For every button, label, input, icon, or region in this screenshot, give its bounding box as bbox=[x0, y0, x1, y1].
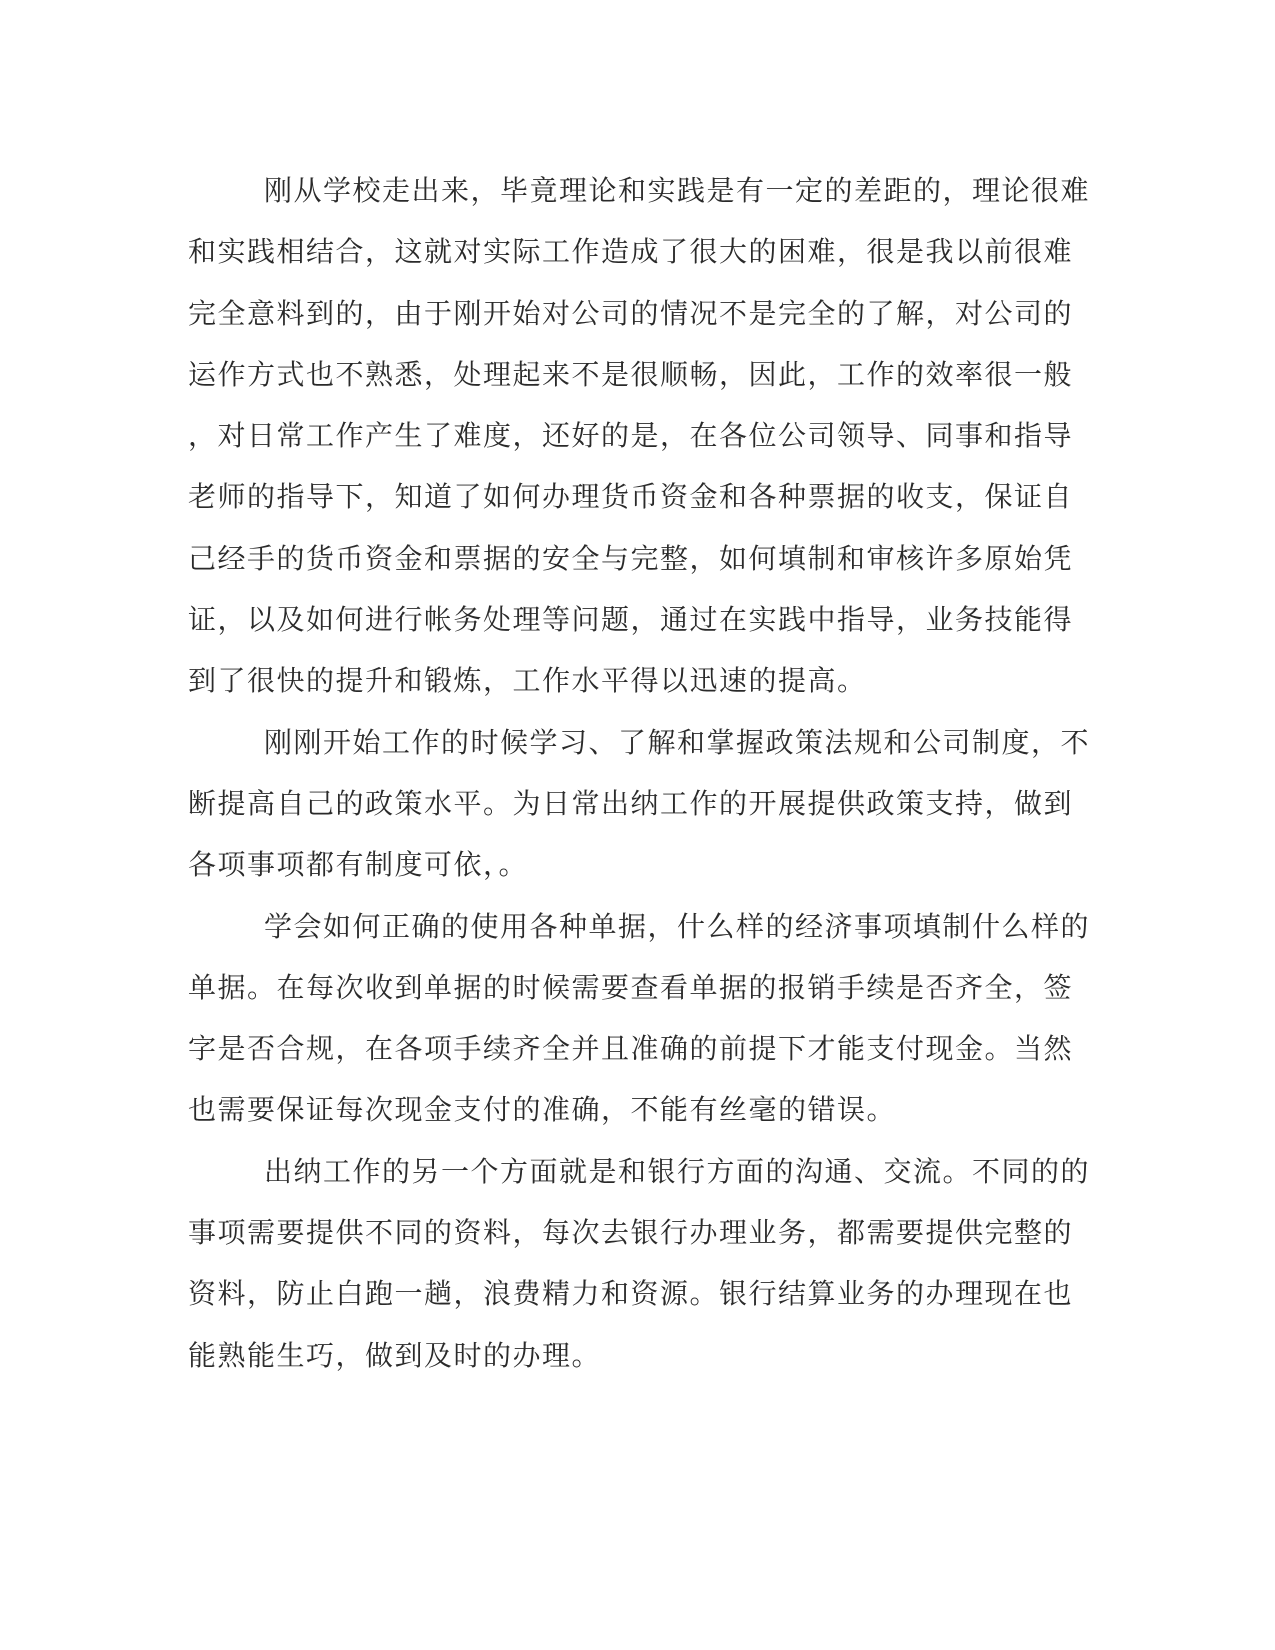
document-body bbox=[188, 160, 1091, 1386]
paragraph-line: 刚从学校走出来，毕竟理论和实践是有一定的差距的，理论很难 bbox=[264, 174, 1091, 207]
paragraph-line: 老师的指导下，知道了如何办理货币资金和各种票据的收支，保证自 bbox=[188, 480, 1074, 514]
paragraph-line: 能熟能生巧，做到及时的办理。 bbox=[188, 1338, 602, 1372]
paragraph-line: 己经手的货币资金和票据的安全与完整，如何填制和审核许多原始凭 bbox=[188, 541, 1074, 575]
paragraph-line: 事项需要提供不同的资料，每次去银行办理业务，都需要提供完整的 bbox=[188, 1216, 1074, 1250]
paragraph-line: 字是否合规，在各项手续齐全并且准确的前提下才能支付现金。当然 bbox=[188, 1032, 1074, 1066]
paragraph-1 bbox=[188, 160, 1091, 712]
paragraph-line: 完全意料到的，由于刚开始对公司的情况不是完全的了解，对公司的 bbox=[188, 296, 1074, 330]
paragraph-line: 刚刚开始工作的时候学习、了解和掌握政策法规和公司制度，不 bbox=[264, 725, 1091, 759]
paragraph-3 bbox=[188, 896, 1091, 1141]
paragraph-2 bbox=[188, 712, 1091, 896]
paragraph-line: 断提高自己的政策水平。为日常出纳工作的开展提供政策支持，做到 bbox=[188, 786, 1074, 820]
paragraph-line: ，对日常工作产生了难度，还好的是，在各位公司领导、同事和指导 bbox=[188, 419, 1074, 453]
paragraph-line: 到了很快的提升和锻炼，工作水平得以迅速的提高。 bbox=[188, 664, 867, 698]
paragraph-4 bbox=[188, 1141, 1091, 1386]
paragraph-line: 运作方式也不熟悉，处理起来不是很顺畅，因此，工作的效率很一般 bbox=[188, 357, 1074, 391]
paragraph-line: 证，以及如何进行帐务处理等问题，通过在实践中指导，业务技能得 bbox=[188, 603, 1074, 637]
paragraph-line: 资料，防止白跑一趟，浪费精力和资源。银行结算业务的办理现在也 bbox=[188, 1277, 1074, 1311]
paragraph-line: 出纳工作的另一个方面就是和银行方面的沟通、交流。不同的的 bbox=[264, 1154, 1091, 1188]
paragraph-line: 学会如何正确的使用各种单据，什么样的经济事项填制什么样的 bbox=[264, 909, 1091, 943]
paragraph-line: 各项事项都有制度可依，。 bbox=[188, 848, 529, 882]
paragraph-line: 也需要保证每次现金支付的准确，不能有丝毫的错误。 bbox=[188, 1093, 897, 1127]
paragraph-line: 单据。在每次收到单据的时候需要查看单据的报销手续是否齐全，签 bbox=[188, 970, 1074, 1004]
paragraph-line: 和实践相结合，这就对实际工作造成了很大的困难，很是我以前很难 bbox=[188, 235, 1074, 269]
